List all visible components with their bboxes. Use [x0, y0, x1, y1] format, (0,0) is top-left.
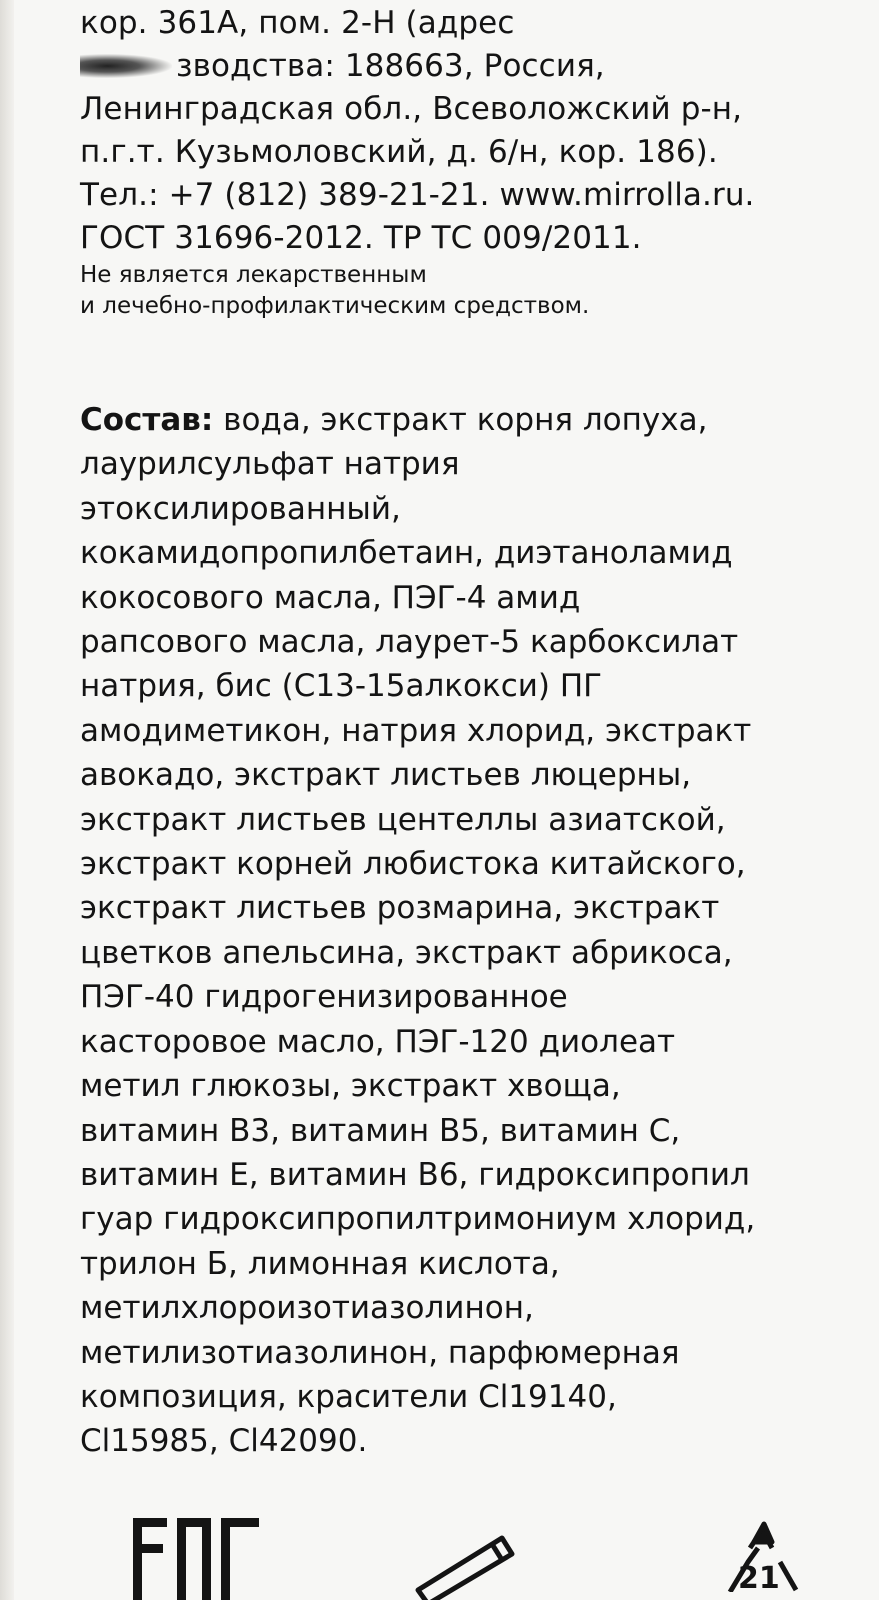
composition-line: экстракт листьев центеллы азиатской, [80, 801, 726, 838]
composition-ingredients [80, 442, 870, 1463]
composition-line: витамин В3, витамин В5, витамин С, [80, 1112, 681, 1149]
composition-line: этоксилированный, [80, 490, 401, 527]
composition-line: витамин Е, витамин В6, гидроксипропил [80, 1156, 750, 1193]
ink-smudge [80, 54, 172, 78]
address-line-2-text: зводства: 188663, Россия, [176, 48, 605, 84]
composition-line: кокамидопропилбетаин, диэтаноламид [80, 535, 733, 572]
disclaimer-line-1: Не является лекарственным [80, 262, 427, 288]
recycle-code: 21 [738, 1561, 780, 1592]
composition-line: метилхлороизотиазолинон, [80, 1290, 534, 1327]
composition-line: трилон Б, лимонная кислота, [80, 1245, 560, 1282]
package-marks [0, 1490, 879, 1600]
address-line-3: Ленинградская обл., Всеволожский р-н, [80, 91, 743, 127]
manufacturer-address [80, 2, 870, 322]
recycling-triangle-icon [700, 1512, 810, 1592]
composition-line: Сl15985, Сl42090. [80, 1423, 368, 1460]
composition-heading: Состав: [80, 402, 214, 438]
contact-line: Тел.: +7 (812) 389-21-21. www.mirrolla.ru. [80, 177, 755, 213]
composition-line: ПЭГ-40 гидрогенизированное [80, 979, 568, 1016]
address-line-1: кор. 361А, пом. 2-Н (адрес [80, 5, 515, 41]
composition-line-1 [80, 398, 870, 442]
standards-line: ГОСТ 31696-2012. ТР ТС 009/2011. [80, 220, 642, 256]
eac-certification-mark-icon [133, 1518, 263, 1600]
composition-line: экстракт корней любистока китайского, [80, 846, 746, 883]
composition-line: кокосового масла, ПЭГ-4 амид [80, 579, 581, 616]
composition-line: амодиметикон, натрия хлорид, экстракт [80, 712, 752, 749]
composition-line: рапсового масла, лаурет-5 карбоксилат [80, 624, 739, 661]
composition-first-line-text: вода, экстракт корня лопуха, [213, 402, 708, 438]
composition-line: авокадо, экстракт листьев люцерны, [80, 757, 692, 794]
composition-line: лаурилсульфат натрия [80, 446, 460, 483]
open-here-pencil-icon [410, 1524, 520, 1600]
composition-block [80, 398, 870, 1464]
composition-line: цветков апельсина, экстракт абрикоса, [80, 934, 733, 971]
disclaimer-line-2: и лечебно-профилактическим средством. [80, 293, 590, 319]
composition-line: касторовое масло, ПЭГ-120 диолеат [80, 1023, 676, 1060]
address-line-4: п.г.т. Кузьмоловский, д. 6/н, кор. 186). [80, 134, 718, 170]
composition-line: натрия, бис (С13-15алкокси) ПГ [80, 668, 603, 705]
composition-line: композиция, красители Сl19140, [80, 1378, 617, 1415]
package-left-edge [0, 0, 14, 1600]
composition-line: гуар гидроксипропилтримониум хлорид, [80, 1201, 756, 1238]
composition-line: экстракт листьев розмарина, экстракт [80, 890, 720, 927]
composition-line: метилизотиазолинон, парфюмерная [80, 1334, 680, 1371]
address-line-2 [80, 45, 870, 88]
composition-line: метил глюкозы, экстракт хвоща, [80, 1068, 621, 1105]
